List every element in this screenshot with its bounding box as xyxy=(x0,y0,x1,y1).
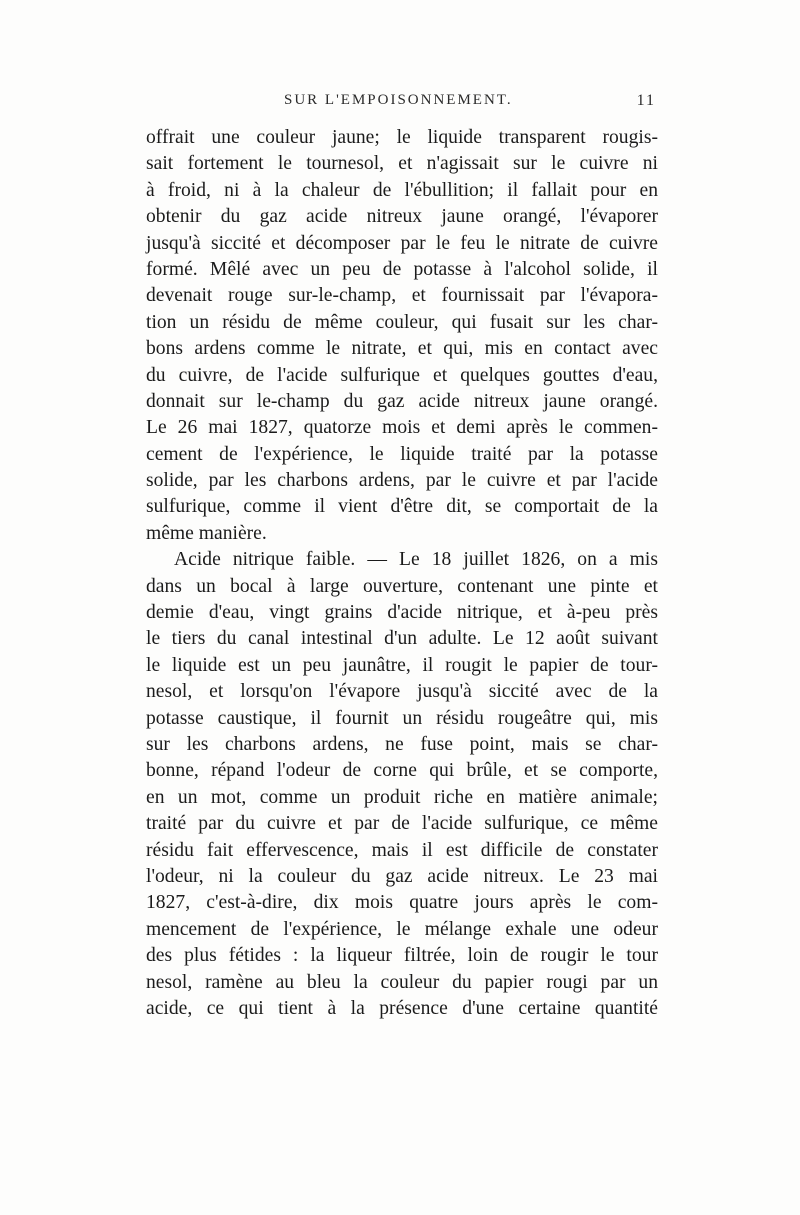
text-line: formé. Mêlé avec un peu de potasse à l'alcohol solide, il xyxy=(146,258,658,280)
text-line: acide, ce qui tient à la présence d'une certaine quantité xyxy=(146,997,658,1019)
text-line: tion un résidu de même couleur, qui fusait sur les char- xyxy=(146,311,658,333)
running-title: SUR L'EMPOISONNEMENT. xyxy=(284,92,513,108)
running-head xyxy=(146,92,656,120)
text-line: le liquide est un peu jaunâtre, il rougit le papier de tour- xyxy=(146,654,658,676)
text-line: jusqu'à siccité et décomposer par le feu le nitrate de cuivre xyxy=(146,232,658,254)
text-line: bonne, répand l'odeur de corne qui brûle, et se comporte, xyxy=(146,760,658,782)
text-line: 1827, c'est-à-dire, dix mois quatre jours après le com- xyxy=(146,892,658,914)
text-line: sulfurique, comme il vient d'être dit, se comportait de la xyxy=(146,496,658,518)
text-line: demie d'eau, vingt grains d'acide nitrique, et à-peu près xyxy=(146,602,658,624)
text-line: donnait sur le-champ du gaz acide nitreux jaune orangé. xyxy=(146,390,658,412)
text-line: Le 26 mai 1827, quatorze mois et demi après le commen- xyxy=(146,417,658,439)
text-line: nesol, et lorsqu'on l'évapore jusqu'à siccité avec de la xyxy=(146,681,658,703)
text-line: sait fortement le tournesol, et n'agissait sur le cuivre ni xyxy=(146,153,658,175)
text-line: mencement de l'expérience, le mélange exhale une odeur xyxy=(146,918,658,940)
text-line: cement de l'expérience, le liquide traité par la potasse xyxy=(146,443,658,465)
text-line: devenait rouge sur-le-champ, et fournissait par l'évapora- xyxy=(146,285,658,307)
text-line: même manière. xyxy=(146,522,267,544)
text-line: obtenir du gaz acide nitreux jaune orangé, l'évaporer xyxy=(146,206,658,228)
text-line: Acide nitrique faible. — Le 18 juillet 1826, on a mis xyxy=(174,549,658,571)
text-line: nesol, ramène au bleu la couleur du papier rougi par un xyxy=(146,971,658,993)
text-line: des plus fétides : la liqueur filtrée, loin de rougir le tour xyxy=(146,945,658,967)
text-line: l'odeur, ni la couleur du gaz acide nitreux. Le 23 mai xyxy=(146,865,658,887)
text-line: potasse caustique, il fournit un résidu rougeâtre qui, mis xyxy=(146,707,658,729)
text-line: en un mot, comme un produit riche en matière animale; xyxy=(146,786,658,808)
text-line: dans un bocal à large ouverture, contenant une pinte et xyxy=(146,575,658,597)
page-number: 11 xyxy=(636,92,656,109)
text-line: du cuivre, de l'acide sulfurique et quelques gouttes d'eau, xyxy=(146,364,658,386)
text-line: à froid, ni à la chaleur de l'ébullition; il fallait pour en xyxy=(146,179,658,201)
text-line: résidu fait effervescence, mais il est difficile de constater xyxy=(146,839,658,861)
text-line: sur les charbons ardens, ne fuse point, mais se char- xyxy=(146,733,658,755)
text-line: solide, par les charbons ardens, par le cuivre et par l'acide xyxy=(146,470,658,492)
text-line: traité par du cuivre et par de l'acide sulfurique, ce même xyxy=(146,813,658,835)
text-line: offrait une couleur jaune; le liquide transparent rougis- xyxy=(146,127,658,148)
text-line: le tiers du canal intestinal d'un adulte. Le 12 août suivant xyxy=(146,628,658,650)
body-text xyxy=(146,125,658,1022)
text-line: bons ardens comme le nitrate, et qui, mis en contact avec xyxy=(146,338,658,360)
